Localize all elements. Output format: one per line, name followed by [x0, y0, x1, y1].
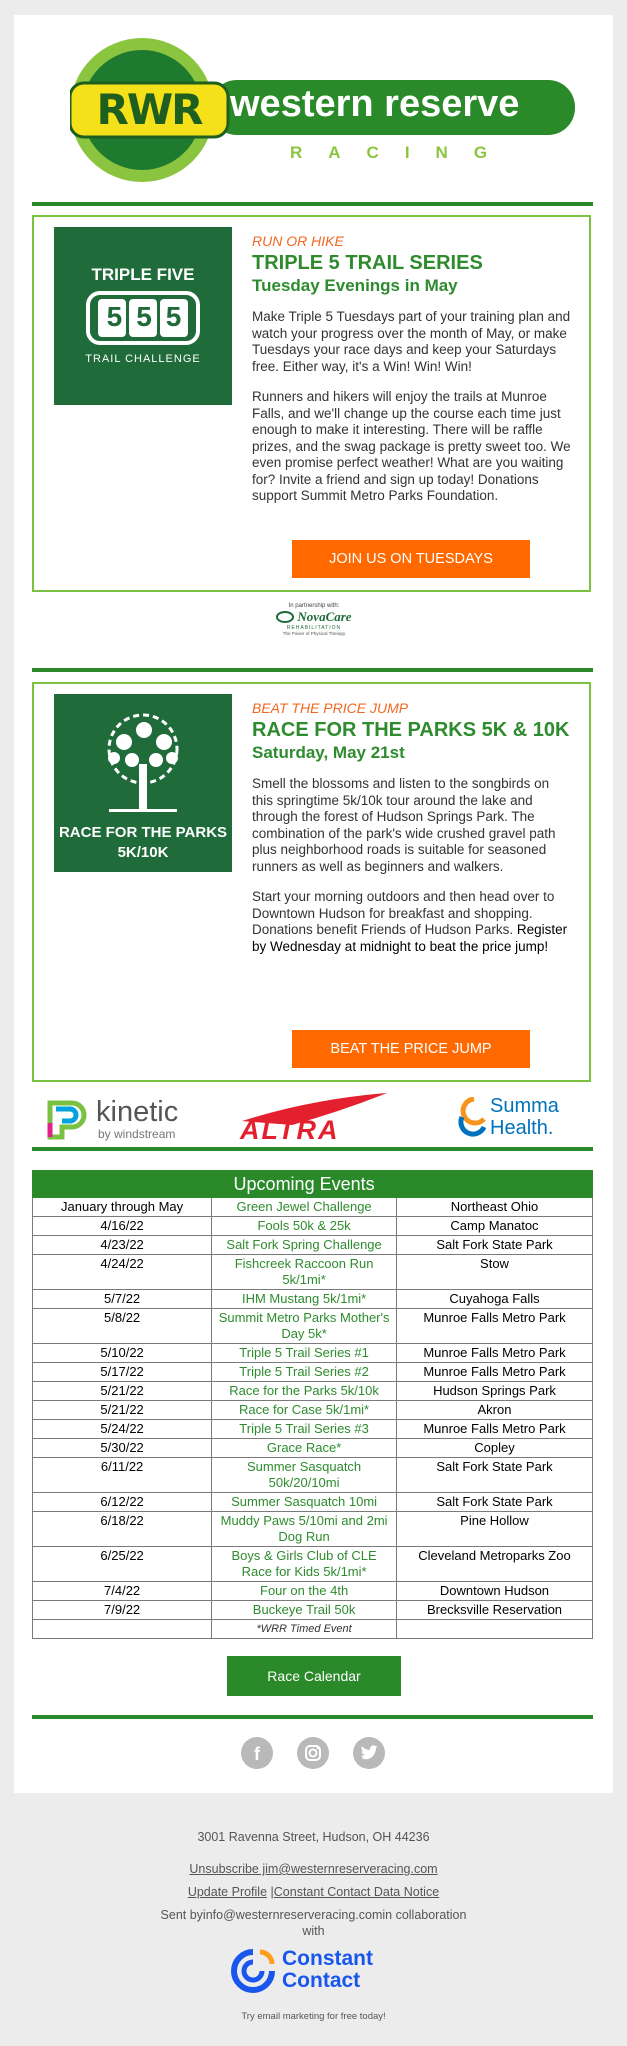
- event-location: Pine Hollow: [396, 1512, 592, 1547]
- partner-name: NovaCare: [297, 609, 352, 624]
- logo-line1: western reserve: [230, 83, 520, 125]
- svg-text:f: f: [254, 1744, 260, 1764]
- event-name[interactable]: Fools 50k & 25k: [212, 1217, 397, 1236]
- facebook-icon[interactable]: [241, 1737, 273, 1769]
- triple5-image-line2: TRAIL CHALLENGE: [85, 353, 201, 365]
- event-name[interactable]: Boys & Girls Club of CLE Race for Kids 5k/1mi*: [212, 1547, 397, 1582]
- event-date: 5/21/22: [33, 1401, 212, 1420]
- event-row: [33, 1582, 593, 1601]
- summa-mark-icon: [454, 1097, 490, 1137]
- event-row: [33, 1420, 593, 1439]
- event-row: [33, 1255, 593, 1290]
- event-location: Copley: [396, 1439, 592, 1458]
- sent-with: with: [302, 1924, 325, 1938]
- event-name[interactable]: Green Jewel Challenge: [212, 1198, 397, 1217]
- event-location: Camp Manatoc: [396, 1217, 592, 1236]
- cc-tagline: Try email marketing for free today!: [241, 2011, 386, 2022]
- divider: [32, 1147, 593, 1151]
- event-date: 4/23/22: [33, 1236, 212, 1255]
- kinetic-word: kinetic: [96, 1096, 179, 1128]
- logo-initials: RWR: [96, 85, 202, 134]
- event-name[interactable]: Summer Sasquatch 10mi: [212, 1493, 397, 1512]
- triple5-kicker: RUN OR HIKE: [252, 233, 344, 249]
- footnote-blank: [33, 1620, 212, 1639]
- event-date: 5/30/22: [33, 1439, 212, 1458]
- event-row: [33, 1363, 593, 1382]
- event-row: [33, 1217, 593, 1236]
- divider: [32, 668, 593, 672]
- race-kicker: BEAT THE PRICE JUMP: [252, 700, 409, 716]
- event-row: [33, 1547, 593, 1582]
- summa-logo[interactable]: [454, 1093, 564, 1143]
- race-image-line1: RACE FOR THE PARKS: [58, 824, 228, 841]
- event-name[interactable]: Race for Case 5k/1mi*: [212, 1401, 397, 1420]
- events-body: [33, 1198, 593, 1639]
- partner-label: In partnership with:: [288, 603, 340, 609]
- event-date: 4/24/22: [33, 1255, 212, 1290]
- cc-word2: Contact: [282, 1969, 361, 1992]
- rwr-logo[interactable]: [70, 35, 580, 185]
- event-date: 5/17/22: [33, 1363, 212, 1382]
- sent-by: Sent byinfo@westernreserveracing.comin collaboration: [160, 1908, 467, 1922]
- triple5-image-digits: 555: [106, 301, 196, 332]
- health-word: Health.: [490, 1117, 554, 1139]
- data-notice-link[interactable]: Constant Contact Data Notice: [273, 1885, 440, 1899]
- footnote-blank: [396, 1620, 592, 1639]
- event-name[interactable]: Triple 5 Trail Series #3: [212, 1420, 397, 1439]
- event-location: Hudson Springs Park: [396, 1382, 592, 1401]
- triple5-title: TRIPLE 5 TRAIL SERIES: [252, 252, 483, 274]
- event-name[interactable]: IHM Mustang 5k/1mi*: [212, 1290, 397, 1309]
- race-for-parks-image[interactable]: [54, 694, 232, 872]
- email-card: [14, 15, 613, 1793]
- events-header: Upcoming Events: [212, 1171, 397, 1198]
- footer-links: [0, 1885, 627, 1899]
- event-location: Salt Fork State Park: [396, 1493, 592, 1512]
- event-name[interactable]: Triple 5 Trail Series #1: [212, 1344, 397, 1363]
- event-location: Northeast Ohio: [396, 1198, 592, 1217]
- kinetic-mark-icon: [44, 1097, 88, 1141]
- logo-line2: RACING: [290, 143, 514, 162]
- event-row: [33, 1493, 593, 1512]
- event-name[interactable]: Muddy Paws 5/10mi and 2mi Dog Run: [212, 1512, 397, 1547]
- events-footnote: *WRR Timed Event: [212, 1620, 397, 1639]
- event-date: 5/24/22: [33, 1420, 212, 1439]
- divider: [32, 202, 593, 206]
- event-footnote-row: [33, 1620, 593, 1639]
- race-para1: Smell the blossoms and listen to the songbirds on this springtime 5k/10k tour around the lake and through the forest of Hudson Springs Park. The combination of the park's wide crushed gravel path plus neighborhood roads is suitable for seasoned runners as well as beginners and walkers.: [252, 776, 556, 874]
- events-header-row: [33, 1171, 593, 1198]
- novacare-swoosh-icon: [276, 610, 294, 624]
- triple5-para1: Make Triple 5 Tuesdays part of your training plan and watch your progress over the month of May, or make Tuesdays your race days and keep your Saturdays free. Either way, it's a Win! Win! Win!: [252, 309, 571, 374]
- event-date: 7/9/22: [33, 1601, 212, 1620]
- race-title: RACE FOR THE PARKS 5K & 10K: [252, 719, 570, 741]
- event-location: Munroe Falls Metro Park: [396, 1309, 592, 1344]
- event-date: 5/8/22: [33, 1309, 212, 1344]
- event-row: [33, 1401, 593, 1420]
- event-name[interactable]: Four on the 4th: [212, 1582, 397, 1601]
- event-date: 6/11/22: [33, 1458, 212, 1493]
- triple5-image-line1: TRIPLE FIVE: [91, 265, 195, 284]
- twitter-icon[interactable]: [353, 1737, 385, 1769]
- update-profile-link[interactable]: Update Profile: [187, 1885, 268, 1899]
- race-for-parks-text: [252, 700, 572, 955]
- event-date: 5/21/22: [33, 1382, 212, 1401]
- race-subtitle: Saturday, May 21st: [252, 743, 405, 762]
- partner-tag: REHABILITATION: [286, 625, 342, 631]
- event-name[interactable]: Triple 5 Trail Series #2: [212, 1363, 397, 1382]
- event-date: 5/7/22: [33, 1290, 212, 1309]
- event-location: Salt Fork State Park: [396, 1458, 592, 1493]
- event-name[interactable]: Fishcreek Raccoon Run 5k/1mi*: [212, 1255, 397, 1290]
- altra-word: ALTRA: [240, 1115, 340, 1145]
- event-row: [33, 1309, 593, 1344]
- event-date: 6/18/22: [33, 1512, 212, 1547]
- event-date: 6/12/22: [33, 1493, 212, 1512]
- event-date: 6/25/22: [33, 1547, 212, 1582]
- event-row: [33, 1458, 593, 1493]
- footer-address: 3001 Ravenna Street, Hudson, OH 44236: [197, 1830, 430, 1844]
- kinetic-logo[interactable]: [44, 1095, 204, 1143]
- event-name[interactable]: Buckeye Trail 50k: [212, 1601, 397, 1620]
- event-date: 5/10/22: [33, 1344, 212, 1363]
- event-location: Munroe Falls Metro Park: [396, 1363, 592, 1382]
- event-name[interactable]: Race for the Parks 5k/10k: [212, 1382, 397, 1401]
- event-location: Brecksville Reservation: [396, 1601, 592, 1620]
- event-row: [33, 1512, 593, 1547]
- event-row: [33, 1290, 593, 1309]
- race-para2-text: Start your morning outdoors and then head over to Downtown Hudson for breakfast and shopping. Donations benefit Friends of Hudson Parks.: [252, 889, 555, 937]
- constant-contact-logo[interactable]: [230, 1948, 400, 1994]
- event-date: January through May: [33, 1198, 212, 1217]
- event-location: Munroe Falls Metro Park: [396, 1420, 592, 1439]
- instagram-icon[interactable]: [297, 1737, 329, 1769]
- event-row: [33, 1344, 593, 1363]
- triple5-para2: Runners and hikers will enjoy the trails at Munroe Falls, and we'll change up the course each time just enough to make it interesting. There will be raffle prizes, and the swag package is pretty sweet too. We even promise perfect weather! What are you waiting for? Invite a friend and sign up today! Donations support Summit Metro Parks Foundation.: [252, 389, 571, 503]
- promo-race-for-parks: [32, 682, 591, 1082]
- triple5-text: [252, 233, 572, 519]
- summa-word: Summa: [490, 1095, 559, 1117]
- event-location: Cuyahoga Falls: [396, 1290, 592, 1309]
- promo-triple5: [32, 215, 591, 592]
- event-row: [33, 1382, 593, 1401]
- altra-logo[interactable]: [232, 1091, 392, 1143]
- cc-word1: Constant: [282, 1947, 373, 1970]
- constant-contact-mark-icon: [230, 1948, 276, 1994]
- event-row: [33, 1439, 593, 1458]
- event-name[interactable]: Grace Race*: [212, 1439, 397, 1458]
- triple5-image[interactable]: [54, 227, 232, 405]
- partner-slogan: The Power of Physical Therapy: [282, 631, 346, 636]
- novacare-logo[interactable]: [264, 603, 364, 649]
- event-date: 4/16/22: [33, 1217, 212, 1236]
- event-date: 7/4/22: [33, 1582, 212, 1601]
- event-location: Salt Fork State Park: [396, 1236, 592, 1255]
- events-header-blank: [33, 1171, 212, 1198]
- footer-separator: |: [270, 1885, 274, 1899]
- race-image-line2: 5K/10K: [117, 844, 169, 861]
- events-table: [32, 1170, 593, 1639]
- event-row: [33, 1601, 593, 1620]
- unsubscribe-link[interactable]: Unsubscribe jim@westernreserveracing.com: [189, 1862, 438, 1876]
- join-us-button[interactable]: JOIN US ON TUESDAYS: [292, 540, 530, 578]
- kinetic-sub: by windstream: [98, 1127, 176, 1141]
- event-location: Stow: [396, 1255, 592, 1290]
- race-calendar-button[interactable]: Race Calendar: [227, 1656, 401, 1696]
- event-name[interactable]: Summit Metro Parks Mother's Day 5k*: [212, 1309, 397, 1344]
- event-location: Cleveland Metroparks Zoo: [396, 1547, 592, 1582]
- event-location: Munroe Falls Metro Park: [396, 1344, 592, 1363]
- events-header-blank: [396, 1171, 592, 1198]
- event-row: [33, 1198, 593, 1217]
- event-name[interactable]: Summer Sasquatch 50k/20/10mi: [212, 1458, 397, 1493]
- triple5-subtitle: Tuesday Evenings in May: [252, 276, 458, 295]
- divider: [32, 1715, 593, 1719]
- event-row: [33, 1236, 593, 1255]
- event-location: Akron: [396, 1401, 592, 1420]
- race-para2-strong: Register by Wednesday at midnight to beat the price jump!: [252, 922, 568, 954]
- event-name[interactable]: Salt Fork Spring Challenge: [212, 1236, 397, 1255]
- race-para2: [252, 889, 572, 955]
- beat-price-jump-button[interactable]: BEAT THE PRICE JUMP: [292, 1030, 530, 1068]
- event-location: Downtown Hudson: [396, 1582, 592, 1601]
